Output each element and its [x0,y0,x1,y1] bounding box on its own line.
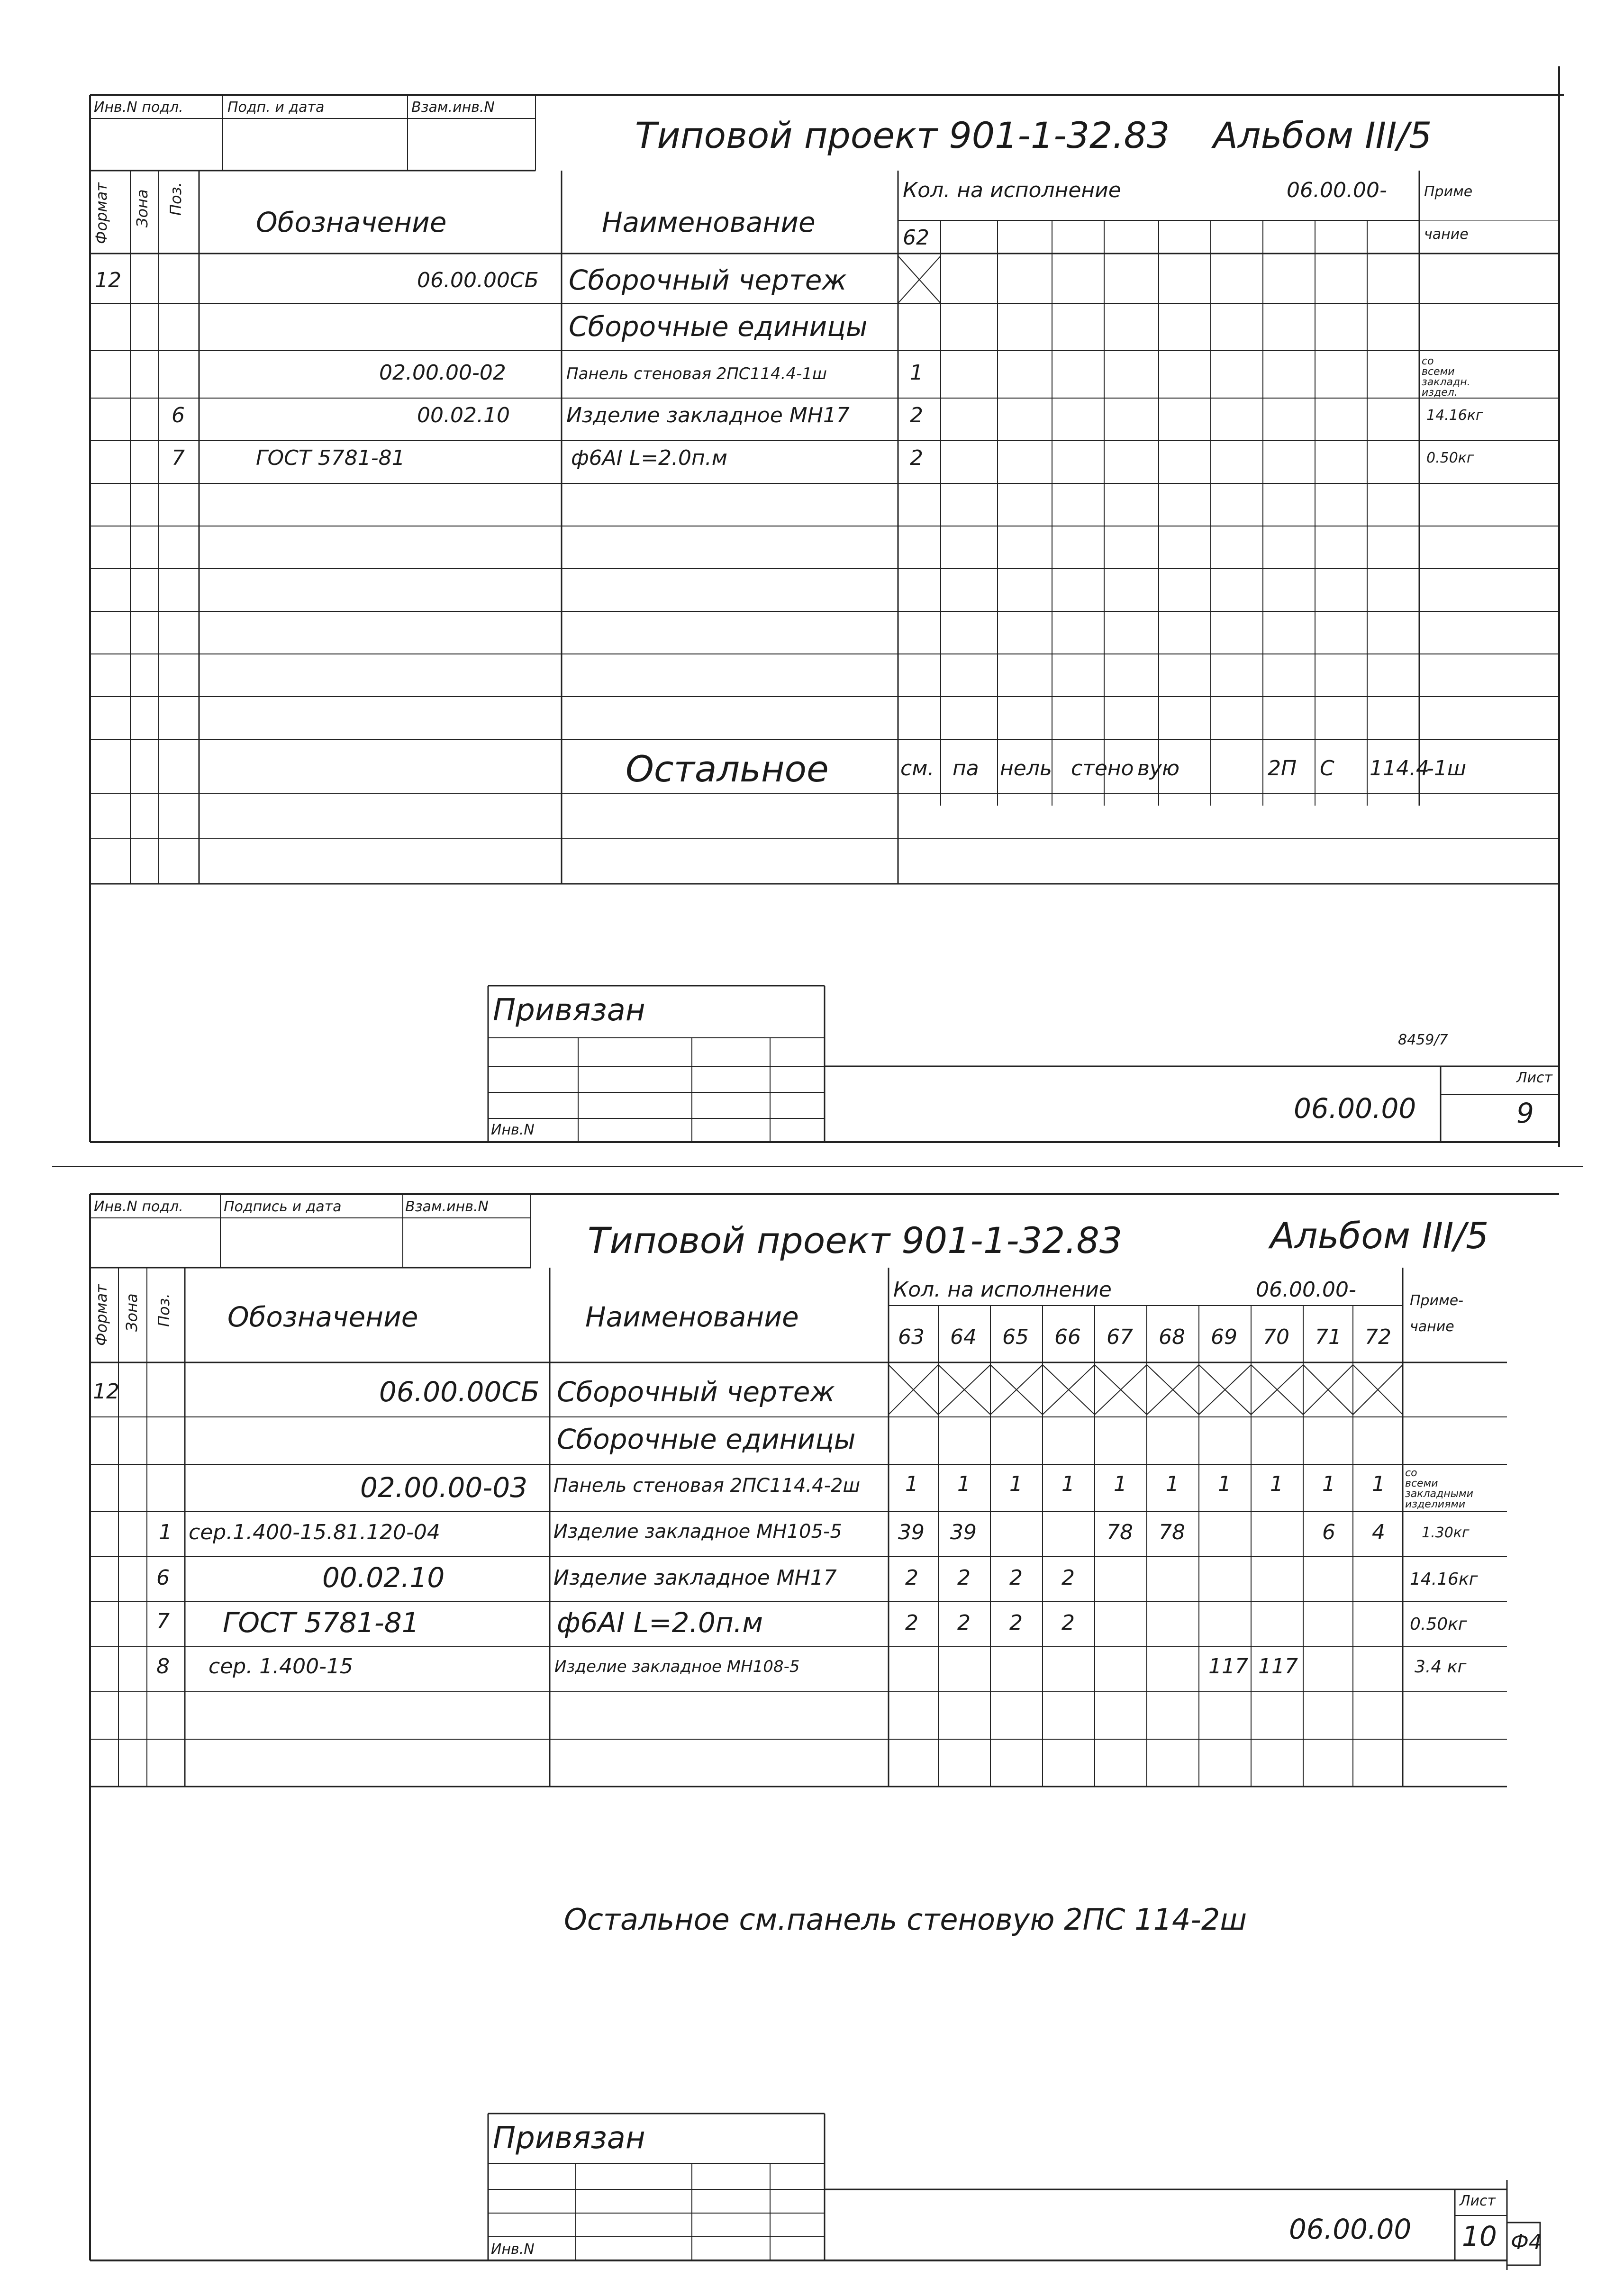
doc-code: 06.00.00 [1289,2213,1412,2245]
stamp-replace-header: Взам.инв.N [405,1198,489,1215]
row-designation: сер.1.400-15.81.120-04 [189,1520,440,1544]
rest-note-word: нель [1000,756,1052,780]
col-designation-header: Обозначение [256,206,447,238]
row-designation: ГОСТ 5781-81 [223,1606,419,1639]
sheet-2 [0,1185,1624,2296]
sheet-label: Лист [1516,1070,1553,1086]
variant-header: 69 [1211,1325,1237,1349]
col-zone-header: Зона [123,1293,141,1332]
col-code-header: 06.00.00- [1256,1278,1356,1302]
row-pos: 6 [172,403,185,427]
sheet-number: 9 [1516,1097,1534,1129]
variant-header: 63 [898,1325,925,1349]
qty-cell: 39 [950,1520,977,1544]
col-code-header: 06.00.00- [1287,178,1387,202]
row-qty: 2 [910,403,923,427]
qty-cell: 117 [1208,1654,1248,1679]
qty-cell: 2 [957,1611,971,1635]
row-name: Изделие закладное МН105-5 [553,1521,842,1543]
col-format-header: Формат [92,182,110,244]
col-note-header-2: чание [1410,1318,1454,1335]
col-zone-header: Зона [133,189,151,227]
stamp-inv-header: Инв.N подл. [94,1198,183,1215]
variant-header: 68 [1159,1325,1185,1349]
privyazan-label: Привязан [493,993,645,1028]
row-pos: 7 [172,446,185,470]
rest-note: Остальное см.панель стеновую 2ПС 114-2ш [564,1902,1247,1937]
row-designation: 06.00.00СБ [379,1376,540,1408]
sheet-2-grid [0,1185,1624,2296]
row-name: Панель стеновая 2ПС114.4-1ш [566,364,827,383]
col-pos-header: Поз. [167,182,185,216]
col-format-header: Формат [92,1284,110,1346]
doc-code: 06.00.00 [1294,1092,1416,1125]
row-name: Сборочный чертеж [557,1376,835,1408]
row-name: Изделие закладное МН108-5 [554,1657,800,1676]
row-designation: 06.00.00СБ [417,268,539,292]
row-pos: 6 [156,1566,170,1590]
qty-cell: 2 [1009,1611,1023,1635]
qty-cell: 1 [1009,1472,1023,1496]
col-qty-header: Кол. на исполнение [903,178,1121,202]
row-name: Сборочные единицы [569,310,868,343]
rest-note-word: см. [900,756,934,780]
row-designation: сер. 1.400-15 [209,1654,353,1679]
variant-header: 67 [1107,1325,1133,1349]
row-name: Панель стеновая 2ПС114.4-2ш [553,1475,861,1497]
variant-header: 70 [1263,1325,1289,1349]
row-pos: 8 [156,1654,170,1679]
row-note: со всеми закладными изделиями [1405,1467,1473,1510]
album-label: Альбом III/5 [1270,1215,1489,1257]
col-qty-header: Кол. на исполнение [893,1278,1112,1302]
sheet-divider [52,1166,1583,1167]
row-designation: 00.02.10 [322,1561,445,1594]
rest-label: Остальное [626,748,829,790]
row-name: Изделие закладное МН17 [566,403,850,427]
row-format: 12 [95,268,121,292]
row-note: со всеми закладн. издел. [1422,355,1470,399]
qty-cell: 1 [957,1472,971,1496]
row-note: 1.30кг [1422,1525,1470,1541]
qty-cell: 4 [1372,1520,1385,1544]
stamp-sign-header: Подп. и дата [227,99,325,116]
row-designation: 00.02.10 [417,403,510,427]
row-note: 14.16кг [1426,407,1483,424]
row-name: ф6АI L=2.0п.м [557,1606,763,1639]
qty-cell: 1 [1061,1472,1075,1496]
qty-cell: 1 [1270,1472,1283,1496]
qty-cell: 78 [1159,1520,1185,1544]
rest-note-word: -1ш [1426,756,1467,780]
row-name: ф6АI L=2.0п.м [571,446,727,470]
qty-cell: 78 [1107,1520,1133,1544]
rest-note-word: 114.4 [1370,756,1429,780]
archive-number: 8459/7 [1398,1032,1448,1048]
qty-cell: 2 [1061,1566,1075,1590]
row-qty: 1 [910,361,923,385]
row-note: 3.4 кг [1415,1657,1467,1677]
page-mark: Ф4 [1511,2230,1542,2254]
row-designation: ГОСТ 5781-81 [256,446,405,470]
row-pos: 1 [159,1520,172,1544]
row-designation: 02.00.00-02 [379,361,506,385]
rest-note-word: стено [1071,756,1134,780]
qty-cell: 2 [957,1566,971,1590]
qty-cell: 6 [1322,1520,1335,1544]
qty-cell: 2 [905,1611,918,1635]
stamp-inv-header: Инв.N подл. [94,99,183,116]
row-format: 12 [93,1379,119,1404]
rest-note-word: вую [1137,756,1180,780]
stamp-replace-header: Взам.инв.N [411,99,495,116]
qty-cell: 2 [1009,1566,1023,1590]
row-note: 0.50кг [1426,450,1474,466]
row-qty: 2 [910,446,923,470]
qty-cell: 1 [1372,1472,1385,1496]
col-name-header: Наименование [602,206,816,238]
stamp-sign-header: Подпись и дата [224,1198,342,1215]
row-note: 14.16кг [1410,1570,1478,1589]
col-note-header-1: Приме [1424,183,1473,200]
qty-cell: 39 [898,1520,925,1544]
variant-header: 66 [1054,1325,1081,1349]
variant-header: 71 [1315,1325,1342,1349]
privyazan-label: Привязан [493,2121,645,2156]
rest-note-word: па [953,756,979,780]
row-designation: 02.00.00-03 [360,1471,528,1504]
album-label: Альбом III/5 [1213,114,1432,156]
rest-note-word: С [1320,756,1334,780]
qty-cell: 1 [1322,1472,1335,1496]
row-name: Сборочный чертеж [569,264,847,296]
variant-header: 65 [1002,1325,1029,1349]
variant-header: 72 [1365,1325,1391,1349]
sheet-label: Лист [1460,2193,1496,2209]
row-name: Сборочные единицы [557,1423,856,1455]
project-title: Типовой проект 901-1-32.83 [635,114,1170,156]
col-name-header: Наименование [585,1301,799,1333]
row-pos: 7 [156,1609,170,1634]
qty-cell: 2 [905,1566,918,1590]
rest-note-word: 2П [1268,756,1297,780]
col-note-header-1: Приме- [1410,1292,1464,1309]
qty-cell: 1 [1114,1472,1127,1496]
row-note: 0.50кг [1410,1615,1467,1634]
qty-cell: 1 [905,1472,918,1496]
inv-label: Инв.N [491,2241,535,2258]
project-title: Типовой проект 901-1-32.83 [588,1219,1123,1261]
qty-cell: 2 [1061,1611,1075,1635]
row-name: Изделие закладное МН17 [553,1566,837,1590]
col-pos-header: Поз. [155,1293,173,1327]
variant-header-62: 62 [903,226,929,250]
qty-cell: 1 [1218,1472,1231,1496]
col-note-header-2: чание [1424,226,1469,243]
variant-header: 64 [950,1325,977,1349]
qty-cell: 1 [1166,1472,1179,1496]
inv-label: Инв.N [491,1122,535,1138]
col-designation-header: Обозначение [227,1301,418,1333]
sheet-number: 10 [1462,2220,1497,2252]
qty-cell: 117 [1258,1654,1298,1679]
